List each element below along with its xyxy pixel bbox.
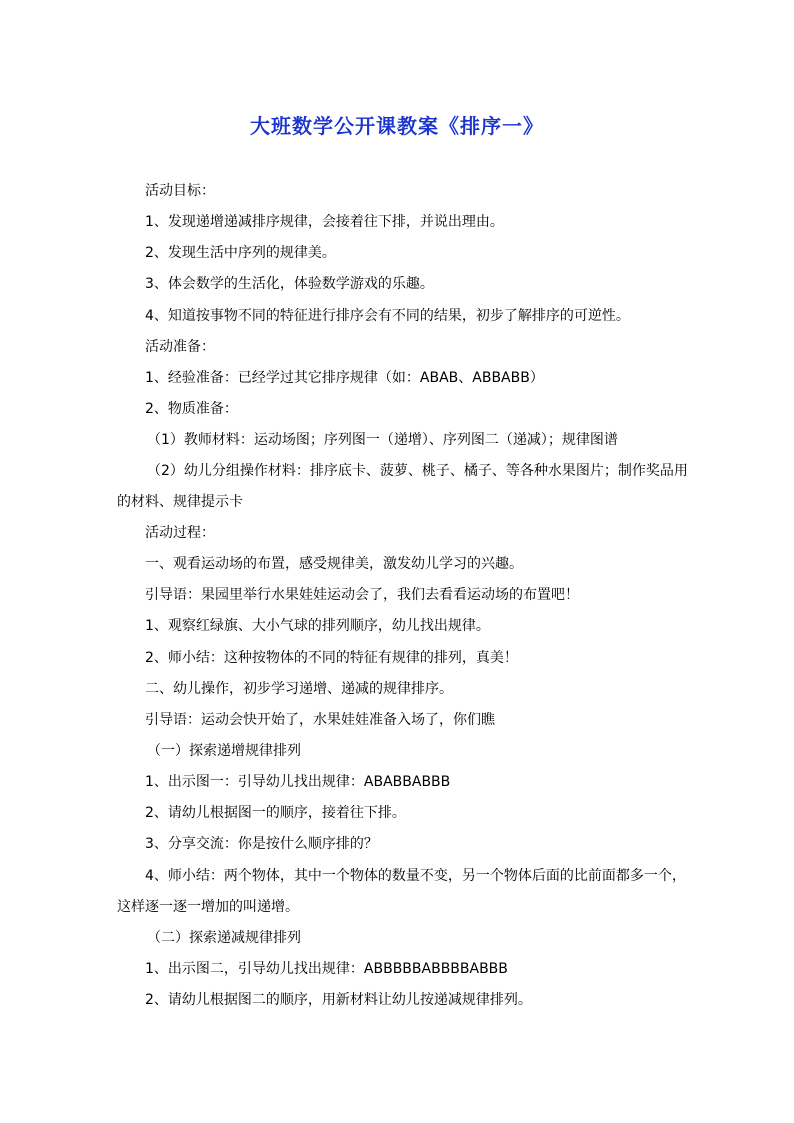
paragraph-continuation: 的材料、规律提示卡 (117, 494, 243, 510)
section-heading-goals: 活动目标： (145, 183, 215, 199)
paragraph: 二、幼儿操作，初步学习递增、递减的规律排序。 (145, 681, 453, 697)
paragraph: 2、物质准备： (145, 401, 238, 417)
paragraph: 1、发现递增递减排序规律，会接着往下排，并说出理由。 (145, 214, 504, 230)
paragraph: 引导语：运动会快开始了，水果娃娃准备入场了，你们瞧 (145, 712, 495, 728)
paragraph-continuation: 这样逐一逐一增加的叫递增。 (117, 899, 299, 915)
paragraph: （1）教师材料：运动场图；序列图一（递增）、序列图二（递减）；规律图谱 (147, 432, 618, 448)
paragraph: （2）幼儿分组操作材料：排序底卡、菠萝、桃子、橘子、等各种水果图片；制作奖品用 (147, 463, 688, 479)
section-heading-preparation: 活动准备： (145, 339, 215, 355)
paragraph: 3、体会数学的生活化，体验数学游戏的乐趣。 (145, 276, 434, 292)
paragraph: 4、师小结：两个物体，其中一个物体的数量不变，另一个物体后面的比前面都多一个， (145, 868, 686, 884)
section-heading-process: 活动过程： (145, 525, 215, 541)
paragraph: 4、知道按事物不同的特征进行排序会有不同的结果，初步了解排序的可逆性。 (145, 308, 630, 324)
paragraph: 1、观察红绿旗、大小气球的排列顺序，幼儿找出规律。 (145, 618, 490, 634)
paragraph: 2、请幼儿根据图二的顺序，用新材料让幼儿按递减规律排列。 (145, 992, 532, 1008)
paragraph: 2、发现生活中序列的规律美。 (145, 245, 336, 261)
paragraph: 2、师小结：这种按物体的不同的特征有规律的排列，真美！ (145, 650, 518, 666)
document-title: 大班数学公开课教案《排序一》 (250, 114, 544, 138)
paragraph: 1、经验准备：已经学过其它排序规律（如：ABAB、ABBABB） (145, 370, 544, 386)
paragraph: 1、出示图一：引导幼儿找出规律：ABABBABBB (145, 774, 451, 790)
paragraph: 引导语：果园里举行水果娃娃运动会了，我们去看看运动场的布置吧！ (145, 587, 579, 603)
paragraph: 3、分享交流：你是按什么顺序排的？ (145, 836, 378, 852)
subsection-heading: （一）探索递增规律排列 (147, 743, 301, 759)
paragraph: 1、出示图二，引导幼儿找出规律：ABBBBBABBBBABBB (145, 961, 508, 977)
subsection-heading: （二）探索递减规律排列 (147, 930, 301, 946)
paragraph: 一、观看运动场的布置，感受规律美，激发幼儿学习的兴趣。 (145, 556, 523, 572)
paragraph: 2、请幼儿根据图一的顺序，接着往下排。 (145, 805, 406, 821)
